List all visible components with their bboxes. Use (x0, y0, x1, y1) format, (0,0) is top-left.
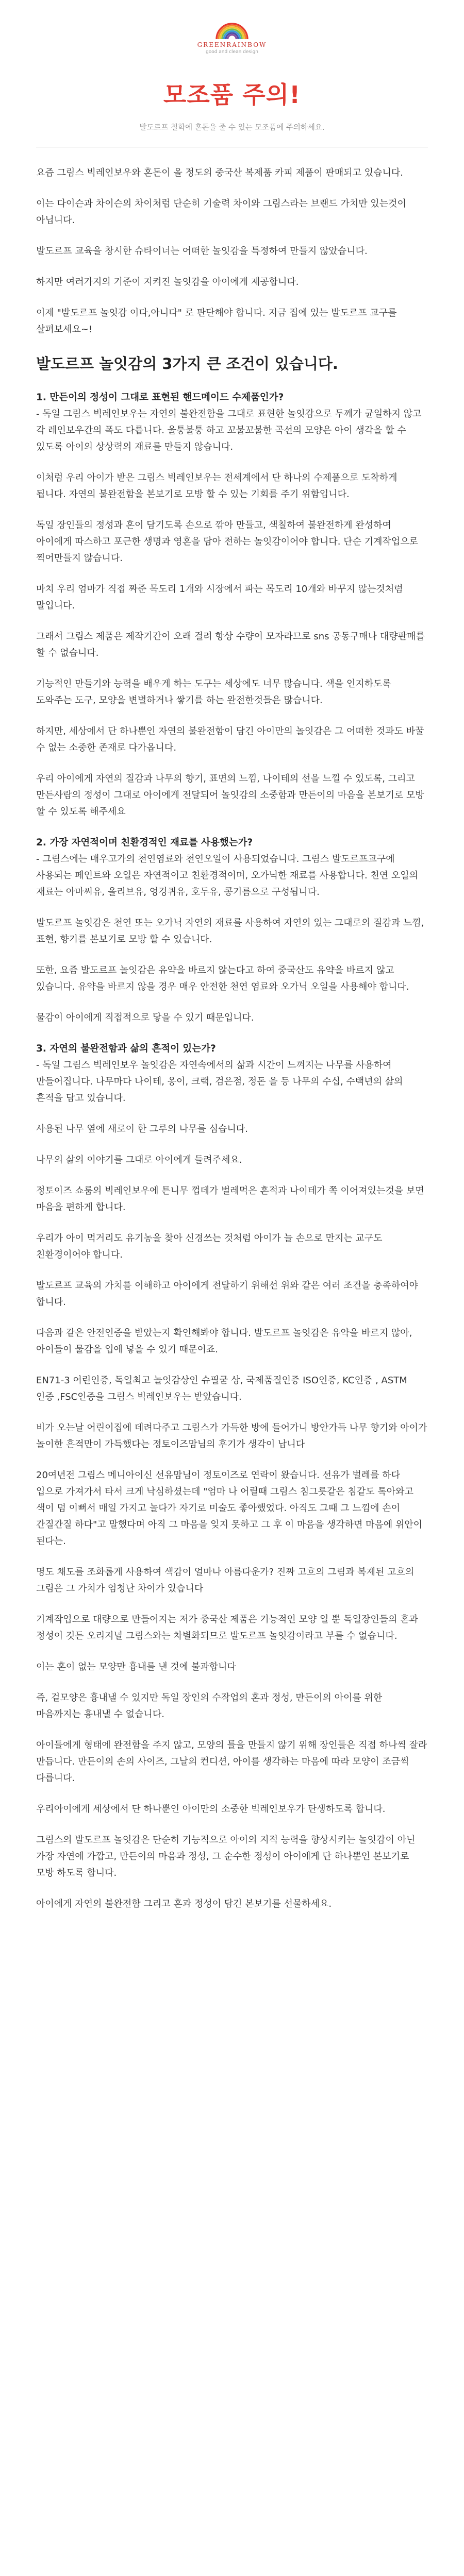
condition-paragraph: 우리아이에게 세상에서 단 하나뿐인 아이만의 소중한 빅레인보우가 탄생하도록 합니다. (36, 1804, 386, 1815)
rainbow-icon (216, 21, 248, 40)
condition-paragraph: 기계작업으로 대량으로 만들어지는 저가 중국산 제품은 기능적인 모양 일 뿐 독일장인들의 혼과 정성이 깃든 오리지널 그림스와는 차별화되므로 발도르프 놀잇감이라고 부를 수 없습니다. (36, 1614, 419, 1641)
condition-paragraph: 하지만, 세상에서 단 하나뿐인 자연의 불완전함이 담긴 아이만의 놀잇감은 그 어떠한 것과도 바꿀 수 없는 소중한 존재로 다가옵니다. (36, 726, 424, 753)
condition-paragraph: - 독일 그림스 빅레인보우는 자연의 불완전함을 그대로 표현한 놀잇감으로 두께가 균일하지 않고 각 레인보우간의 폭도 다릅니다. 울퉁불퉁 하고 꼬불꼬불한 곡선의 모양은 아이 생각을 할 수 있도록 아이의 상상력의 재료를 만들지 않습니다. (36, 409, 422, 452)
condition-paragraph: - 독일 그림스 빅레인보우 놀잇감은 자연속에서의 삶과 시간이 느껴지는 나무를 사용하여 만들어집니다. 나무마다 나이테, 옹이, 크랙, 검은점, 정돈 을 등 나무의 수십, 수백년의 삶의 흔적을 담고 있습니다. (36, 1060, 403, 1104)
conditions-list (36, 389, 428, 1912)
condition-paragraph: 독일 장인들의 정성과 혼이 담기도록 손으로 깎아 만들고, 색칠하여 불완전하게 완성하여 아이에게 따스하고 포근한 생명과 영혼을 담아 전하는 놀잇감이어야 합니다. 단순 기계작업으로 찍어만들지 않습니다. (36, 520, 419, 564)
condition-paragraph: 정토이즈 쇼룸의 빅레인보우에 튼니무 껍데가 벌레먹은 흔적과 나이테가 쪽 이어져있는것을 보면 마음을 편하게 합니다. (36, 1185, 424, 1213)
condition-paragraph: 다음과 같은 안전인증을 받았는지 확인해봐야 합니다. 발도르프 놀잇감은 유약을 바르지 않아, 아이들이 물감을 입에 넣을 수 있기 때문이죠. (36, 1328, 412, 1355)
condition-paragraph: 기능적인 만들기와 능력을 배우게 하는 도구는 세상에도 너무 많습니다. 색을 인지하도록 도와주는 도구, 모양을 변별하거나 쌓기를 하는 완전한것들은 많습니다. (36, 679, 391, 706)
intro-block (36, 165, 428, 338)
section-title: 발도르프 놀잇감의 3가지 큰 조건이 있습니다. (36, 355, 338, 372)
condition-paragraph: 발도르프 놀잇감은 천연 또는 오가닉 자연의 재료를 사용하여 자연의 있는 그대로의 질감과 느낌, 표현, 향기를 본보기로 모방 할 수 있습니다. (36, 918, 424, 945)
rainbow-arc (228, 35, 237, 39)
condition-heading: 2. 가장 자연적이며 친환경적인 재료를 사용했는가? (36, 837, 253, 848)
condition-paragraph: 그래서 그림스 제품은 제작기간이 오래 걸려 항상 수량이 모자라므로 sns 공동구매나 대량판매를 할 수 없습니다. (36, 631, 425, 658)
condition-section (36, 835, 428, 1026)
condition-paragraph: 또한, 요즘 발도르프 놀잇감은 유약을 바르지 않는다고 하여 중국산도 유약을 바르지 않고 있습니다. 유약을 바르지 않을 경우 매우 안전한 천연 염료와 오가닉 오일을 사용해야 합니다. (36, 965, 409, 992)
condition-paragraph: 명도 채도를 조화롭게 사용하여 색감이 얼마나 아름다운가? 진짜 고흐의 그림과 복제된 고흐의 그림은 그 가치가 엄청난 차이가 있습니다 (36, 1567, 415, 1594)
condition-section (36, 1041, 428, 1912)
condition-paragraph: 마치 우리 엄마가 직접 짜준 목도리 1개와 시장에서 파는 목도리 10개와 바꾸지 않는것처럼 말입니다. (36, 584, 403, 611)
logo-tagline: good and clean design (205, 49, 258, 55)
condition-paragraph: 이처럼 우리 아이가 받은 그림스 빅레인보우는 전세계에서 단 하나의 수제품으로 도착하게 됩니다. 자연의 불완전함을 본보기로 모방 할 수 있는 기회를 주기 위함입니다. (36, 472, 397, 500)
intro-paragraph: 발도르프 교육을 창시한 슈타이너는 어떠한 놀잇감을 특정하여 만들지 않았습니다. (36, 246, 368, 257)
brand-logo (36, 21, 428, 55)
condition-paragraph: EN71-3 어린인증, 독일최고 놀잇감상인 슈필굳 상, 국제품질인증 ISO인증, KC인증 , ASTM 인증 ,FSC인증을 그림스 빅레인보우는 받았습니다. (36, 1375, 407, 1402)
condition-heading: 1. 만든이의 정성이 그대로 표현된 핸드메이드 수제품인가? (36, 392, 284, 403)
logo-text: GREENRAINBOW (197, 41, 267, 48)
condition-paragraph: 아이에게 자연의 불완전함 그리고 혼과 정성이 담긴 본보기를 선물하세요. (36, 1899, 332, 1909)
page-subtitle: 발도르프 철학에 혼돈을 줄 수 있는 모조품에 주의하세요. (139, 124, 325, 132)
condition-paragraph: - 그림스에는 매우고가의 천연염료와 천연오일이 사용되었습니다. 그림스 발도르프교구에 사용되는 페인트와 오일은 자연적이고 친환경적이며, 오가닉한 재료를 사용합니다. 천연 오일의 재료는 아마씨유, 올리브유, 엉겅퀴유, 호두유, 콩기름으로 구성됩니다. (36, 854, 419, 897)
condition-paragraph: 즉, 겉모양은 흉내낼 수 있지만 독일 장인의 수작업의 혼과 정성, 만든이의 아이를 위한 마음까지는 흉내낼 수 없습니다. (36, 1692, 383, 1720)
condition-paragraph: 20여년전 그림스 메니아이신 선유맘님이 정토이즈로 연락이 왔습니다. 선유가 벌레를 하다 입으로 가져가서 타서 크게 낙심하셨는데 "엄마 나 어릴때 그림스 침그릇같은 침같도 톡아와고 색이 덤 이뻐서 매일 가지고 놀다가 자기로 미술도 좋아했었다. 아직도 그때 그 느낌에 손이 간질간질 하다"고 말했다며 아직 그 마음을 잊지 못하고 그 후 이 마음을 생각하면 마음에 위안이 된다는. (36, 1470, 423, 1547)
intro-paragraph: 이제 "발도르프 놀잇감 이다,아니다" 로 판단해야 합니다. 지금 집에 있는 발도르프 교구를 살펴보세요~! (36, 308, 397, 335)
condition-paragraph: 비가 오는날 어린이집에 데려다주고 그림스가 가득한 방에 들어가니 방안가득 나무 향기와 아이가 놀이한 흔적만이 가득했다는 정토이즈맘님의 후기가 생각이 납니다 (36, 1422, 427, 1450)
condition-section (36, 389, 428, 820)
page-title: 모조품 주의! (163, 81, 301, 109)
condition-paragraph: 나무의 삶의 이야기를 그대로 아이에게 들려주세요. (36, 1155, 242, 1165)
intro-paragraph: 이는 다이슨과 차이슨의 차이처럼 단순히 기술력 차이와 그림스라는 브랜드 가치만 있는것이 아닙니다. (36, 198, 406, 226)
condition-heading: 3. 자연의 불완전함과 삶의 흔적이 있는가? (36, 1043, 216, 1054)
condition-paragraph: 발도르프 교육의 가치를 이해하고 아이에게 전달하기 위해선 위와 같은 여러 조건을 충족하여야 합니다. (36, 1280, 419, 1308)
condition-paragraph: 아이들에게 형태에 완전함을 주지 않고, 모양의 틀을 만들지 않기 위해 장인들은 직접 하나씩 잘라 만듭니다. 만든이의 손의 사이즈, 그날의 컨디션, 아이를 생각하는 마음에 따라 모양이 조금씩 다릅니다. (36, 1740, 427, 1784)
intro-paragraph: 요즘 그림스 빅레인보우와 혼돈이 올 정도의 중국산 복제품 카피 제품이 판매되고 있습니다. (36, 167, 404, 178)
condition-paragraph: 이는 혼이 없는 모양만 흉내를 낸 것에 불과합니다 (36, 1662, 236, 1672)
intro-paragraph: 하지만 여러가지의 기준이 지켜진 놀잇감을 아이에게 제공합니다. (36, 277, 299, 287)
condition-paragraph: 그림스의 발도르프 놀잇감은 단순히 기능적으로 아이의 지적 능력을 향상시키는 놀잇감이 아닌 가장 자연에 가깝고, 만든이의 마음과 정성, 그 순수한 정성이 아이에게 단 하나뿐인 본보기로 모방 하도록 합니다. (36, 1835, 416, 1878)
condition-paragraph: 사용된 나무 옆에 새로이 한 그루의 나무를 심습니다. (36, 1124, 248, 1134)
condition-paragraph: 우리가 아이 먹거리도 유기농을 찾아 신경쓰는 것처럼 아이가 늘 손으로 만지는 교구도 친환경이어야 합니다. (36, 1233, 383, 1260)
condition-paragraph: 우리 아이에게 자연의 질감과 나무의 향기, 표면의 느낌, 나이테의 선을 느낄 수 있도록, 그리고 만든사람의 정성이 그대로 아이에게 전달되어 놀잇감의 소중함과 만든이의 마음을 본보기로 모방 할 수 있도록 해주세요 (36, 773, 424, 817)
condition-paragraph: 물감이 아이에게 직접적으로 닿을 수 있기 때문입니다. (36, 1012, 254, 1023)
